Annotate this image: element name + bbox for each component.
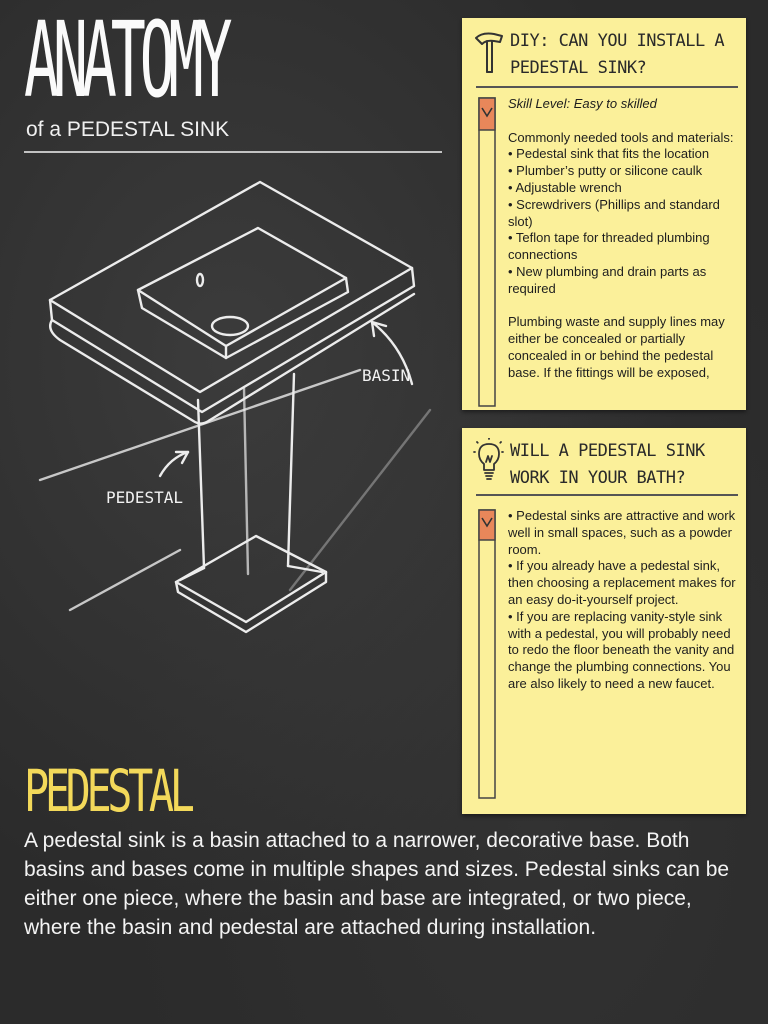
page-title: ANATOMY bbox=[24, 0, 227, 121]
bath-note-card bbox=[462, 428, 746, 814]
list-item: • Pedestal sinks are attractive and work well in small spaces, such as a powder room. bbox=[508, 508, 736, 557]
pedestal-label: PEDESTAL bbox=[106, 488, 184, 507]
section-body: A pedestal sink is a basin attached to a narrower, decorative base. Both basins and bases come in multiple shapes and sizes. Pedestal sinks can be either one piece, where the basin and base are integrated, or two piece, where the basin and pedestal are attached during installation. bbox=[24, 829, 730, 939]
list-item: • Adjustable wrench bbox=[508, 179, 622, 195]
lightbulb-icon bbox=[472, 438, 506, 482]
plumbing-text: Plumbing waste and supply lines may either be concealed or partially concealed in or behind the pedestal base. If the fittings will be exposed, bbox=[508, 314, 725, 380]
bath-note-divider bbox=[476, 494, 738, 496]
list-item: • New plumbing and drain parts as required bbox=[508, 263, 707, 296]
tools-intro-text: Commonly needed tools and materials: bbox=[508, 129, 734, 145]
list-item: • Teflon tape for threaded plumbing connections bbox=[508, 230, 710, 263]
bath-note-heading: WILL A PEDESTAL SINK WORK IN YOUR BATH? bbox=[510, 441, 705, 488]
list-item: • Pedestal sink that fits the location bbox=[508, 146, 710, 162]
list-item: • If you already have a pedestal sink, then choosing a replacement makes for an easy do-it-yourself project. bbox=[508, 558, 736, 607]
list-item: • Plumber’s putty or silicone caulk bbox=[508, 163, 703, 179]
title-divider bbox=[24, 151, 442, 153]
diy-note-body bbox=[508, 96, 740, 382]
list-item: • If you are replacing vanity-style sink with a pedestal, you will probably need to redo the floor beneath the vanity and change the plumbing connections. You are also likely to need a new faucet. bbox=[508, 608, 735, 691]
bath-note-body bbox=[508, 508, 740, 693]
list-item: • Screwdrivers (Phillips and standard slot) bbox=[508, 196, 720, 229]
page-subtitle: of a PEDESTAL SINK bbox=[26, 118, 230, 141]
hammer-icon bbox=[472, 30, 506, 74]
basin-label: BASIN bbox=[362, 366, 411, 385]
pedestal-sink-illustration bbox=[30, 170, 450, 640]
diy-note-card bbox=[462, 18, 746, 410]
section-title: PEDESTAL bbox=[24, 757, 191, 825]
skill-level-text: Skill Level: Easy to skilled bbox=[508, 96, 657, 111]
diy-note-divider bbox=[476, 86, 738, 88]
diy-note-heading: DIY: CAN YOU INSTALL A PEDESTAL SINK? bbox=[510, 31, 725, 78]
skill-level-gauge bbox=[476, 96, 498, 408]
suitability-gauge bbox=[476, 508, 498, 800]
